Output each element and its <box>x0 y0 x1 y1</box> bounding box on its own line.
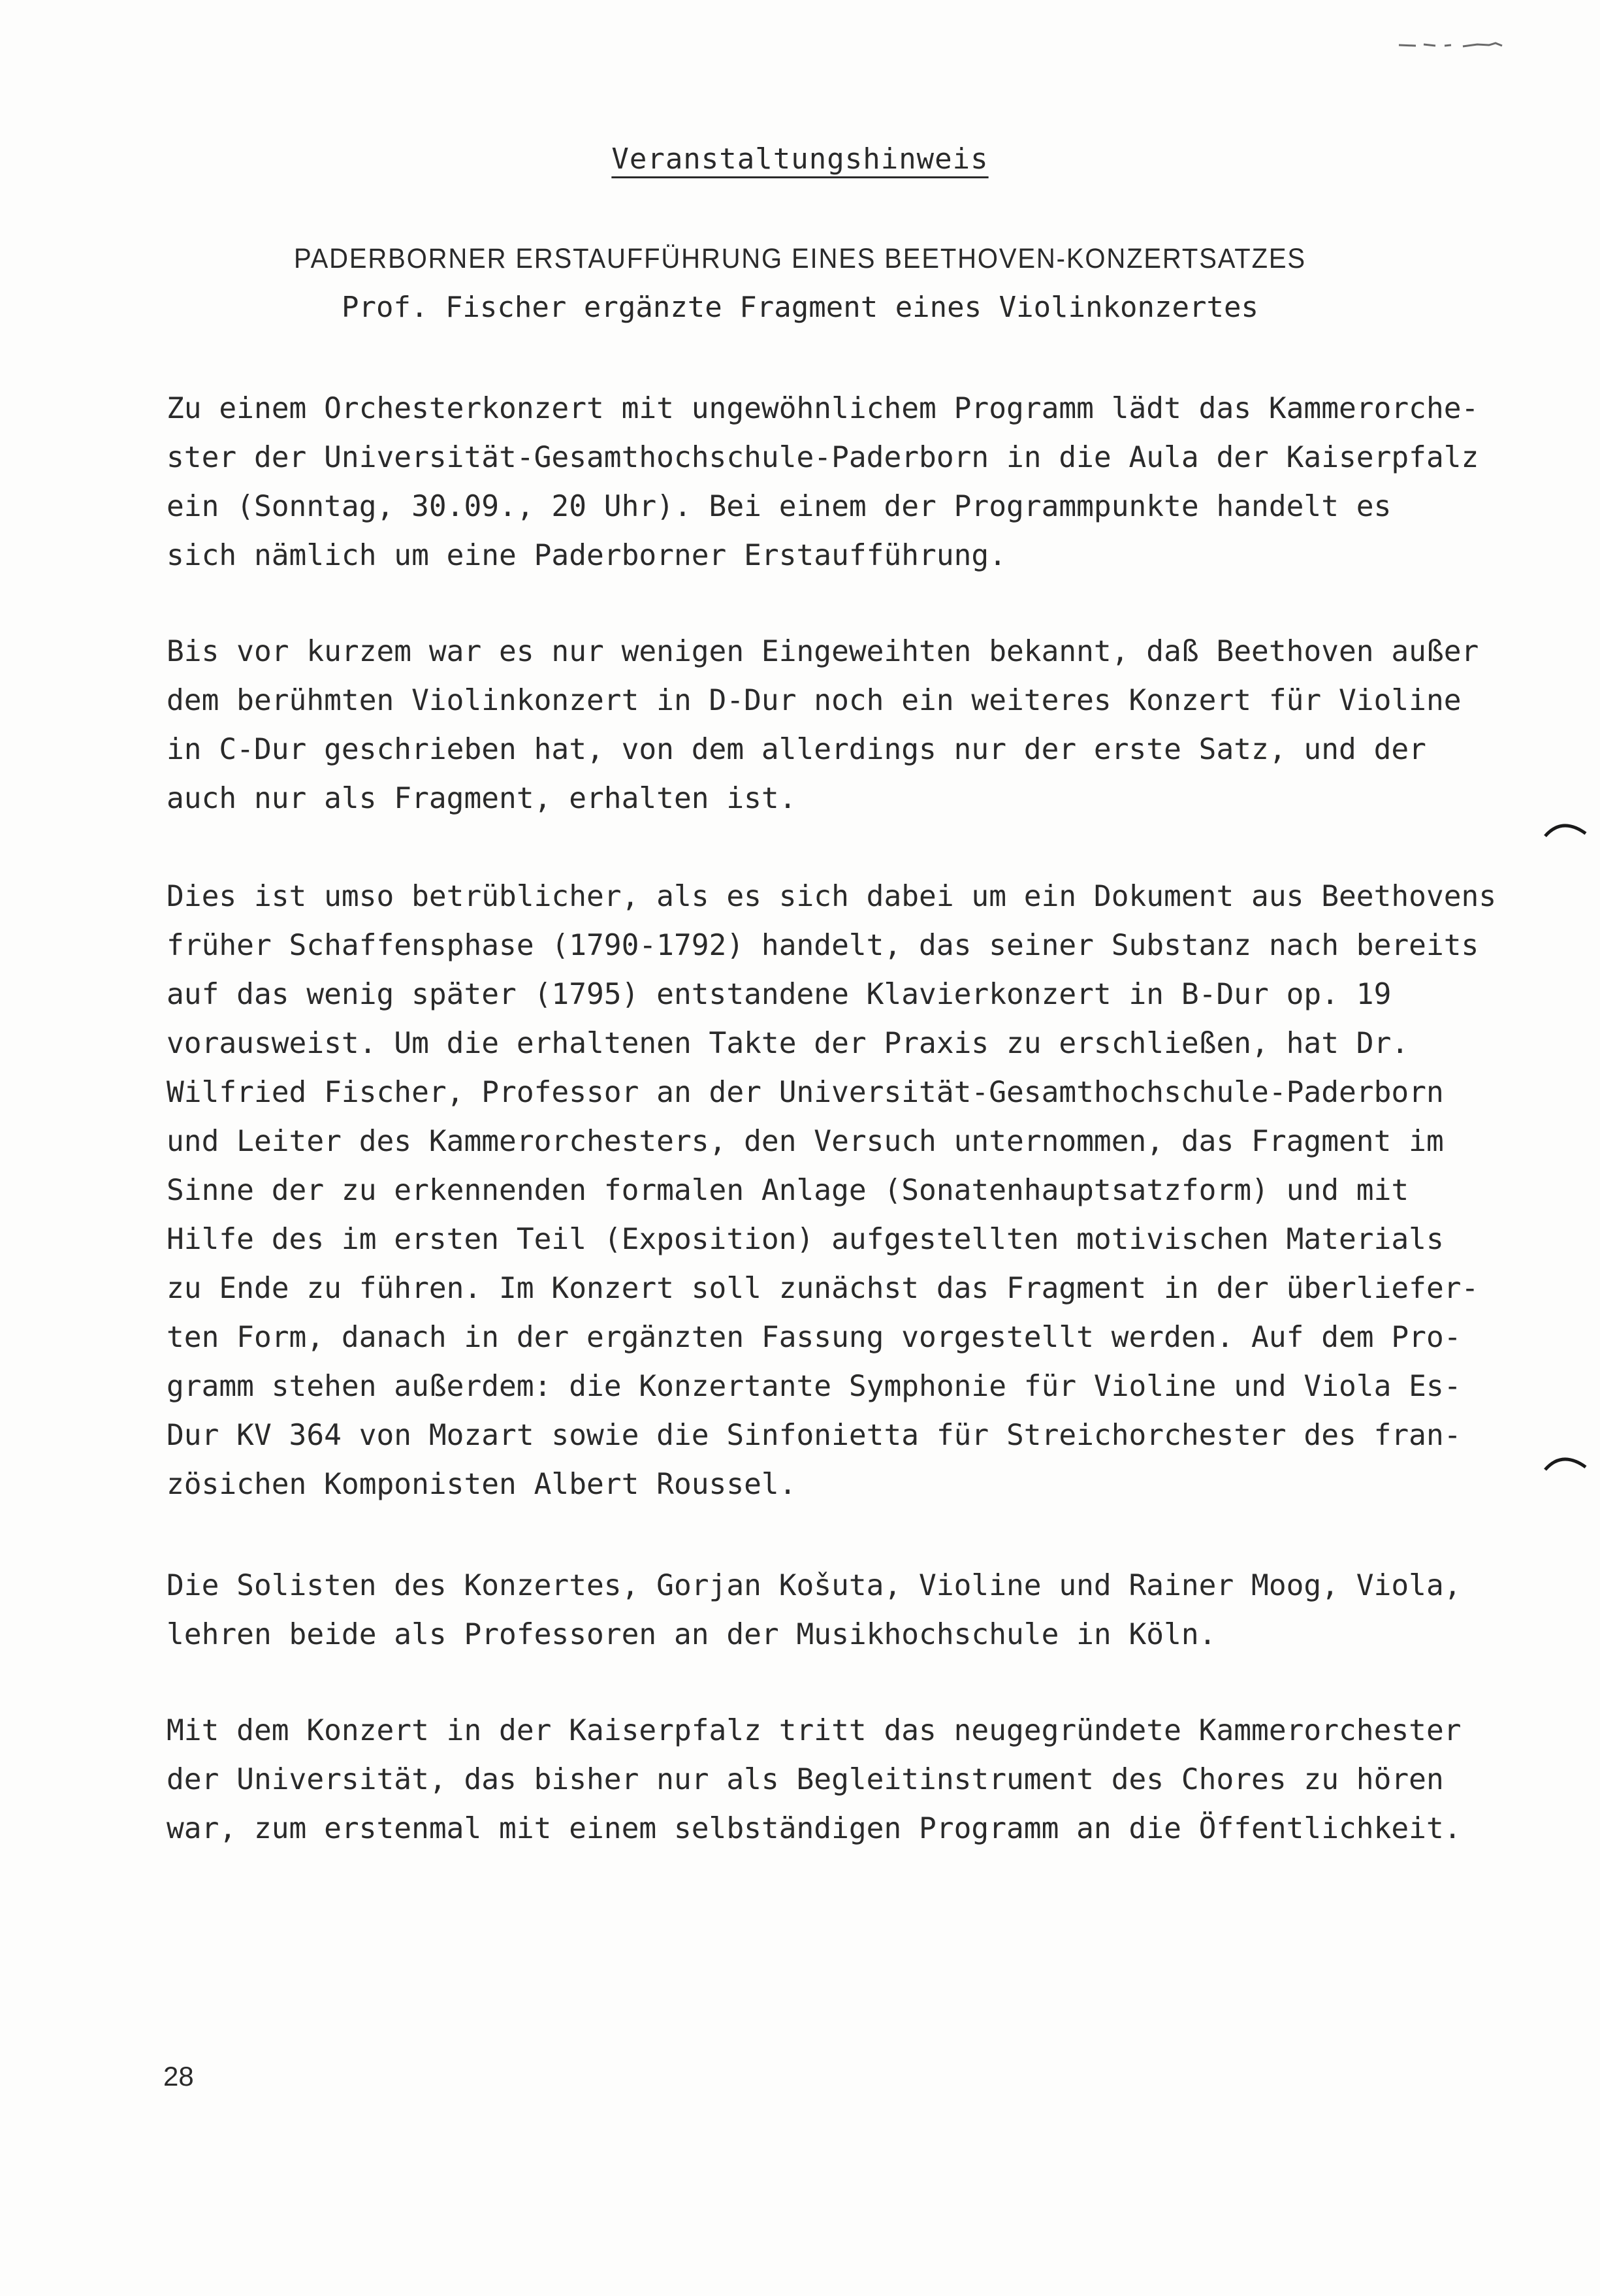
punch-hole-icon <box>1543 1450 1588 1476</box>
paragraph-2 <box>167 627 1479 823</box>
text-line: ster der Universität-Gesamthochschule-Paderborn in die Aula der Kaiserpfalz <box>167 441 1479 474</box>
text-line: Dies ist umso betrüblicher, als es sich dabei um ein Dokument aus Beethovens <box>167 880 1497 913</box>
text-line: auf das wenig später (1795) entstandene Klavierkonzert in B-Dur op. 19 <box>167 978 1392 1011</box>
section-heading-text: Veranstaltungshinweis <box>611 142 989 176</box>
text-line: Mit dem Konzert in der Kaiserpfalz tritt das neugegründete Kammerorchester <box>167 1714 1462 1747</box>
text-line: ten Form, danach in der ergänzten Fassung vorgestellt werden. Auf dem Pro- <box>167 1321 1462 1354</box>
text-line: Zu einem Orchesterkonzert mit ungewöhnlichem Programm lädt das Kammerorche- <box>167 392 1479 425</box>
text-line: früher Schaffensphase (1790-1792) handelt, das seiner Substanz nach bereits <box>167 929 1479 962</box>
text-line: in C-Dur geschrieben hat, von dem allerdings nur der erste Satz, und der <box>167 733 1426 766</box>
article-subtitle: Prof. Fischer ergänzte Fragment eines Violinkonzertes <box>342 291 1258 324</box>
text-line: ein (Sonntag, 30.09., 20 Uhr). Bei einem der Programmpunkte handelt es <box>167 490 1392 523</box>
paragraph-4 <box>167 1561 1462 1659</box>
text-line: dem berühmten Violinkonzert in D-Dur noch ein weiteres Konzert für Violine <box>167 684 1462 717</box>
text-line: vorausweist. Um die erhaltenen Takte der Praxis zu erschließen, hat Dr. <box>167 1027 1409 1060</box>
text-line: sich nämlich um eine Paderborner Erstaufführung. <box>167 539 1006 572</box>
text-line: lehren beide als Professoren an der Musikhochschule in Köln. <box>167 1618 1217 1651</box>
page-number: 28 <box>163 2061 194 2092</box>
text-line: Die Solisten des Konzertes, Gorjan Košuta, Violine und Rainer Moog, Viola, <box>167 1569 1462 1602</box>
text-line: gramm stehen außerdem: die Konzertante Symphonie für Violine und Viola Es- <box>167 1370 1462 1403</box>
pencil-mark-icon <box>1398 40 1515 50</box>
text-line: auch nur als Fragment, erhalten ist. <box>167 782 797 815</box>
text-line: zösichen Komponisten Albert Roussel. <box>167 1468 797 1501</box>
text-line: und Leiter des Kammerorchesters, den Versuch unternommen, das Fragment im <box>167 1125 1444 1158</box>
text-line: Dur KV 364 von Mozart sowie die Sinfonietta für Streichorchester des fran- <box>167 1419 1462 1452</box>
section-heading <box>0 142 1600 176</box>
paragraph-5 <box>167 1706 1462 1853</box>
text-line: Bis vor kurzem war es nur wenigen Eingeweihten bekannt, daß Beethoven außer <box>167 635 1479 668</box>
punch-hole-icon <box>1543 817 1588 843</box>
paragraph-3 <box>167 872 1497 1509</box>
text-line: Sinne der zu erkennenden formalen Anlage (Sonatenhauptsatzform) und mit <box>167 1174 1409 1207</box>
text-line: zu Ende zu führen. Im Konzert soll zunächst das Fragment in der überliefer- <box>167 1272 1479 1305</box>
text-line: Wilfried Fischer, Professor an der Universität-Gesamthochschule-Paderborn <box>167 1076 1444 1109</box>
article-title: PADERBORNER ERSTAUFFÜHRUNG EINES BEETHOVEN-KONZERTSATZES <box>294 243 1306 274</box>
text-line: war, zum erstenmal mit einem selbständigen Programm an die Öffentlichkeit. <box>167 1812 1462 1845</box>
text-line: der Universität, das bisher nur als Begleitinstrument des Chores zu hören <box>167 1763 1444 1796</box>
text-line: Hilfe des im ersten Teil (Exposition) aufgestellten motivischen Materials <box>167 1223 1444 1256</box>
paragraph-1 <box>167 384 1479 580</box>
